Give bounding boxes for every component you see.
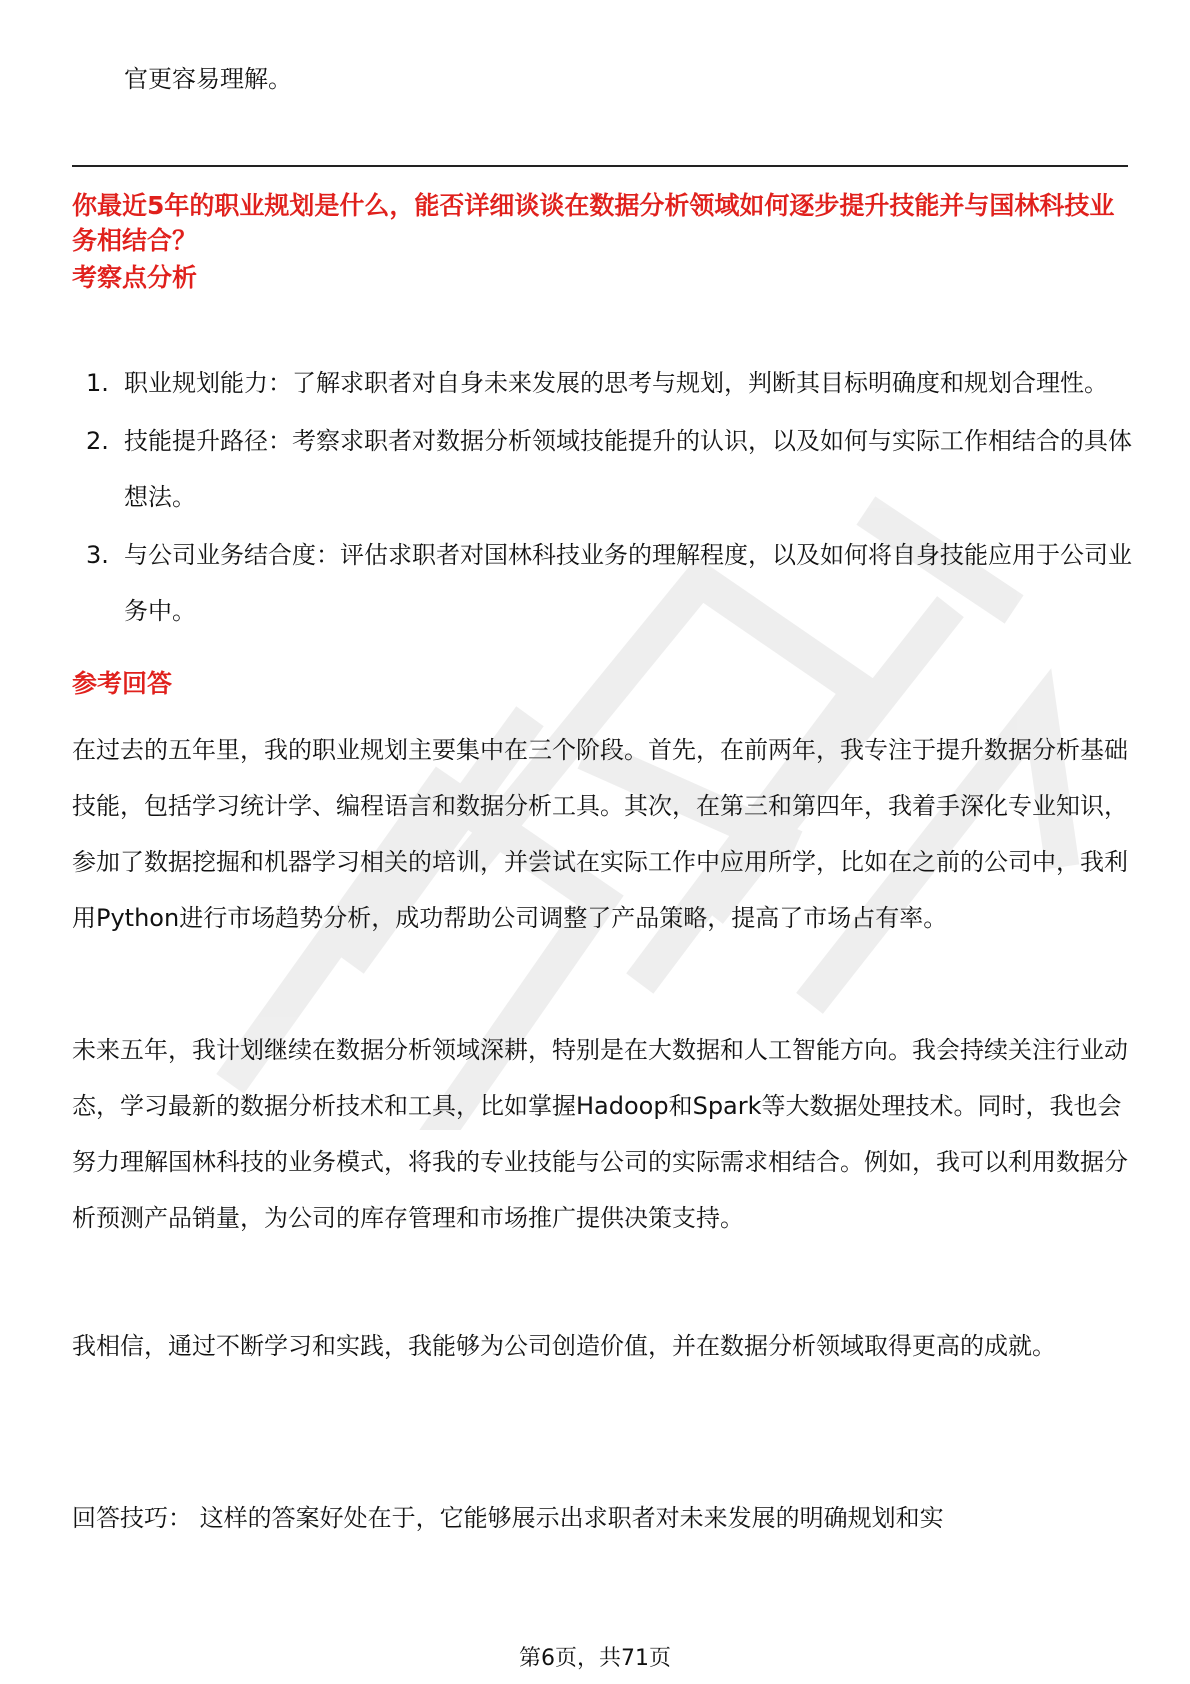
question-heading: 你最近5年的职业规划是什么，能否详细谈谈在数据分析领域如何逐步提升技能并与国林科技业务相结合？ [72,191,1115,255]
list-item [72,527,1132,639]
answer-tip: 回答技巧： 这样的答案好处在于，它能够展示出求职者对未来发展的明确规划和实 [72,1504,944,1532]
answer-title: 参考回答 [72,669,173,698]
answer-paragraph: 未来五年，我计划继续在数据分析领域深耕，特别是在大数据和人工智能方向。我会持续关注行业动态，学习最新的数据分析技术和工具，比如掌握Hadoop和Spark等大数据处理技术。同时，我也会努力理解国林科技的业务模式，将我的专业技能与公司的实际需求相结合。例如，我可以利用数据分析预测产品销量，为公司的库存管理和市场推广提供决策支持。 [72,1036,1128,1232]
list-item [72,413,1132,525]
answer-paragraph: 我相信，通过不断学习和实践，我能够为公司创造价值，并在数据分析领域取得更高的成就。 [72,1332,1056,1360]
list-item [72,355,1132,411]
analysis-list [72,355,1132,641]
answer-paragraph: 在过去的五年里，我的职业规划主要集中在三个阶段。首先，在前两年，我专注于提升数据分析基础技能，包括学习统计学、编程语言和数据分析工具。其次，在第三和第四年，我着手深化专业知识，参加了数据挖掘和机器学习相关的培训，并尝试在实际工作中应用所学，比如在之前的公司中，我利用Python进行市场趋势分析，成功帮助公司调整了产品策略，提高了市场占有率。 [72,736,1128,932]
list-number: 2. [86,427,109,455]
list-text: 技能提升路径：考察求职者对数据分析领域技能提升的认识，以及如何与实际工作相结合的具体想法。 [124,427,1132,511]
page-number-footer: 第6页，共71页 [519,1646,671,1671]
section-divider [72,165,1128,167]
list-number: 3. [86,541,109,569]
list-text: 与公司业务结合度：评估求职者对国林科技业务的理解程度，以及如何将自身技能应用于公司业务中。 [124,541,1132,625]
continuation-text: 官更容易理解。 [124,65,292,93]
list-text: 职业规划能力：了解求职者对自身未来发展的思考与规划，判断其目标明确度和规划合理性。 [124,369,1108,397]
list-number: 1. [86,369,109,397]
analysis-title: 考察点分析 [72,263,198,292]
